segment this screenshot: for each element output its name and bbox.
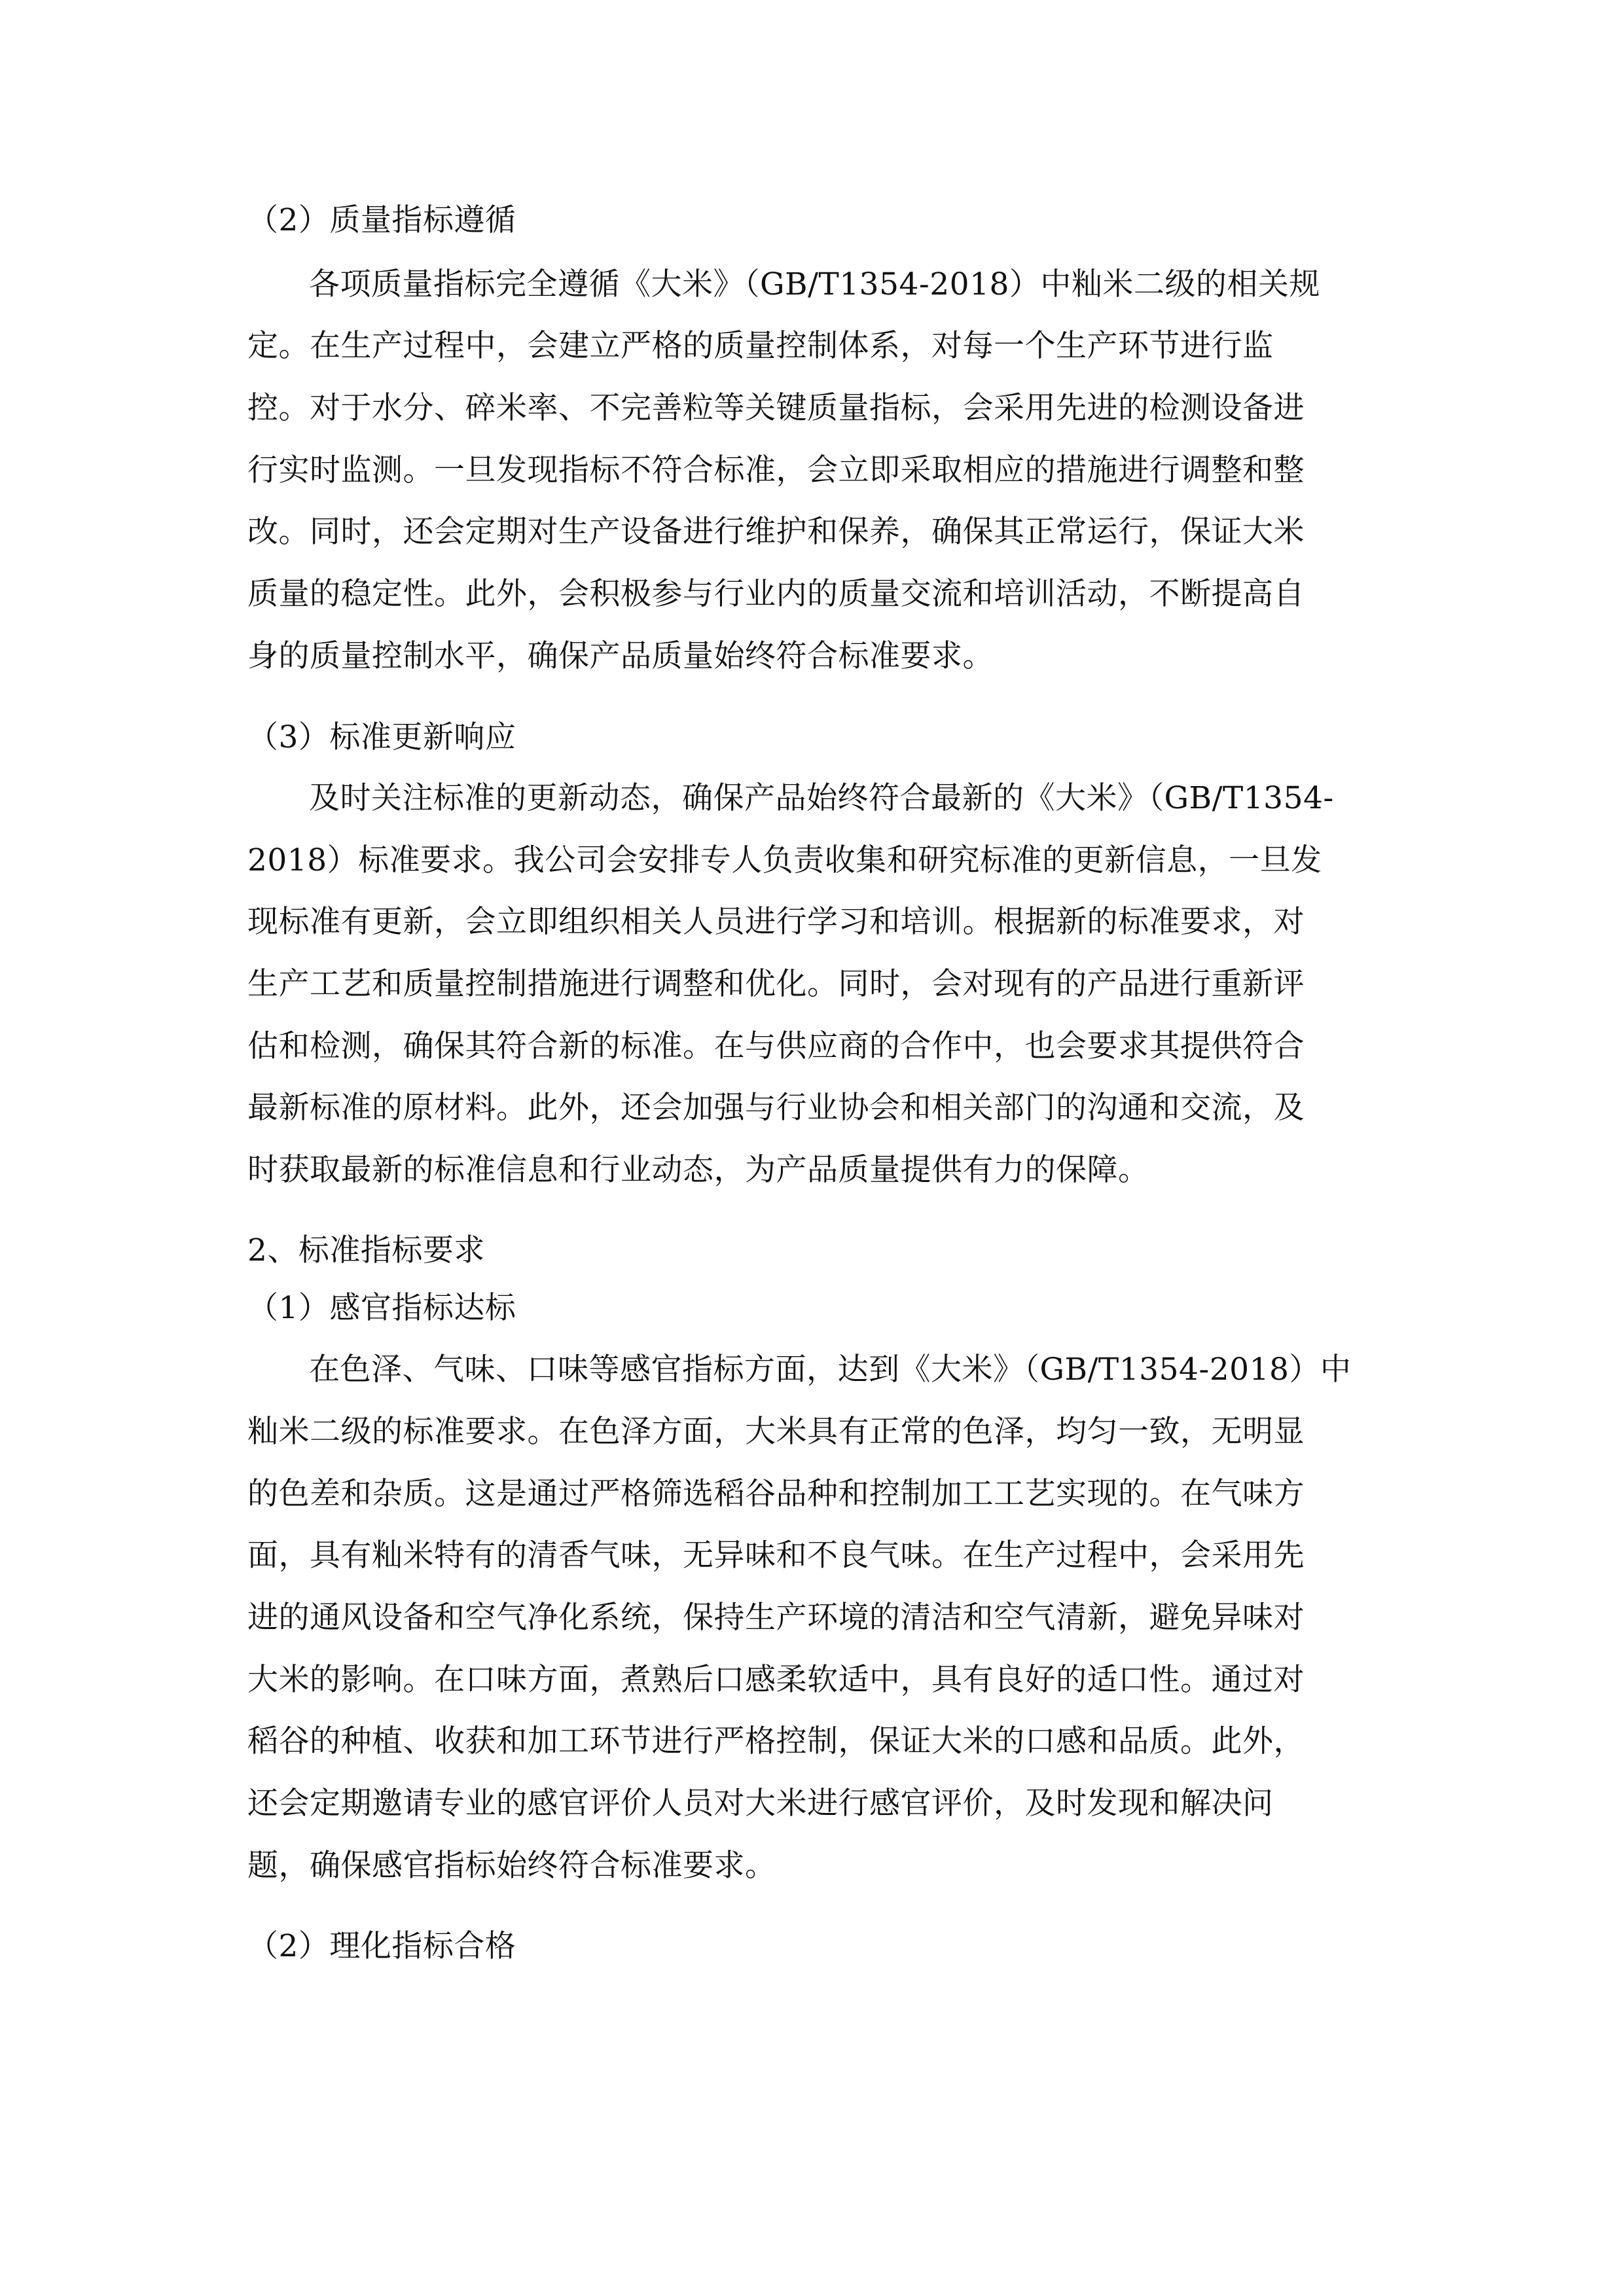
paragraph-line: 最新标准的原材料。此外，还会加强与行业协会和相关部门的沟通和交流，及 xyxy=(247,1090,1305,1126)
section-heading-indicator-requirements: 2、标准指标要求 xyxy=(247,1232,485,1268)
paragraph-line: 各项质量指标完全遵循《大米》（GB/T1354-2018）中籼米二级的相关规 xyxy=(309,266,1320,302)
paragraph-line: 控。对于水分、碎米率、不完善粒等关键质量指标，会采用先进的检测设备进 xyxy=(247,390,1305,426)
paragraph-line: 在色泽、气味、口味等感官指标方面，达到《大米》（GB/T1354-2018）中 xyxy=(309,1352,1352,1388)
paragraph-line: 行实时监测。一旦发现指标不符合标准，会立即采取相应的措施进行调整和整 xyxy=(247,452,1305,488)
section-heading-physicochemical-indicators: （2）理化指标合格 xyxy=(247,1928,516,1964)
paragraph-line: 定。在生产过程中，会建立严格的质量控制体系，对每一个生产环节进行监 xyxy=(247,328,1274,364)
paragraph-line: 进的通风设备和空气净化系统，保持生产环境的清洁和空气清新，避免异味对 xyxy=(247,1600,1305,1636)
paragraph-line: 大米的影响。在口味方面，煮熟后口感柔软适中，具有良好的适口性。通过对 xyxy=(247,1662,1305,1698)
paragraph-line: 2018）标准要求。我公司会安排专人负责收集和研究标准的更新信息，一旦发 xyxy=(247,842,1322,878)
paragraph-line: 现标准有更新，会立即组织相关人员进行学习和培训。根据新的标准要求，对 xyxy=(247,904,1305,940)
paragraph-line: 生产工艺和质量控制措施进行调整和优化。同时，会对现有的产品进行重新评 xyxy=(247,966,1305,1002)
paragraph-line: 及时关注标准的更新动态，确保产品始终符合最新的《大米》（GB/T1354- xyxy=(309,780,1334,816)
section-heading-quality-compliance: （2）质量指标遵循 xyxy=(247,202,516,238)
paragraph-line: 身的质量控制水平，确保产品质量始终符合标准要求。 xyxy=(247,638,994,674)
section-heading-standard-update: （3）标准更新响应 xyxy=(247,719,516,755)
paragraph-line: 估和检测，确保其符合新的标准。在与供应商的合作中，也会要求其提供符合 xyxy=(247,1028,1305,1064)
paragraph-line: 籼米二级的标准要求。在色泽方面，大米具有正常的色泽，均匀一致，无明显 xyxy=(247,1414,1305,1450)
section-heading-sensory-indicators: （1）感官指标达标 xyxy=(247,1290,516,1326)
paragraph-line: 的色差和杂质。这是通过严格筛选稻谷品种和控制加工工艺实现的。在气味方 xyxy=(247,1476,1305,1512)
paragraph-line: 质量的稳定性。此外，会积极参与行业内的质量交流和培训活动，不断提高自 xyxy=(247,576,1305,612)
paragraph-line: 时获取最新的标准信息和行业动态，为产品质量提供有力的保障。 xyxy=(247,1152,1149,1188)
paragraph-line: 改。同时，还会定期对生产设备进行维护和保养，确保其正常运行，保证大米 xyxy=(247,514,1305,550)
paragraph-line: 面，具有籼米特有的清香气味，无异味和不良气味。在生产过程中，会采用先 xyxy=(247,1537,1305,1573)
paragraph-line: 稻谷的种植、收获和加工环节进行严格控制，保证大米的口感和品质。此外， xyxy=(247,1723,1305,1759)
paragraph-line: 题，确保感官指标始终符合标准要求。 xyxy=(247,1848,776,1884)
paragraph-line: 还会定期邀请专业的感官评价人员对大米进行感官评价，及时发现和解决问 xyxy=(247,1785,1274,1821)
